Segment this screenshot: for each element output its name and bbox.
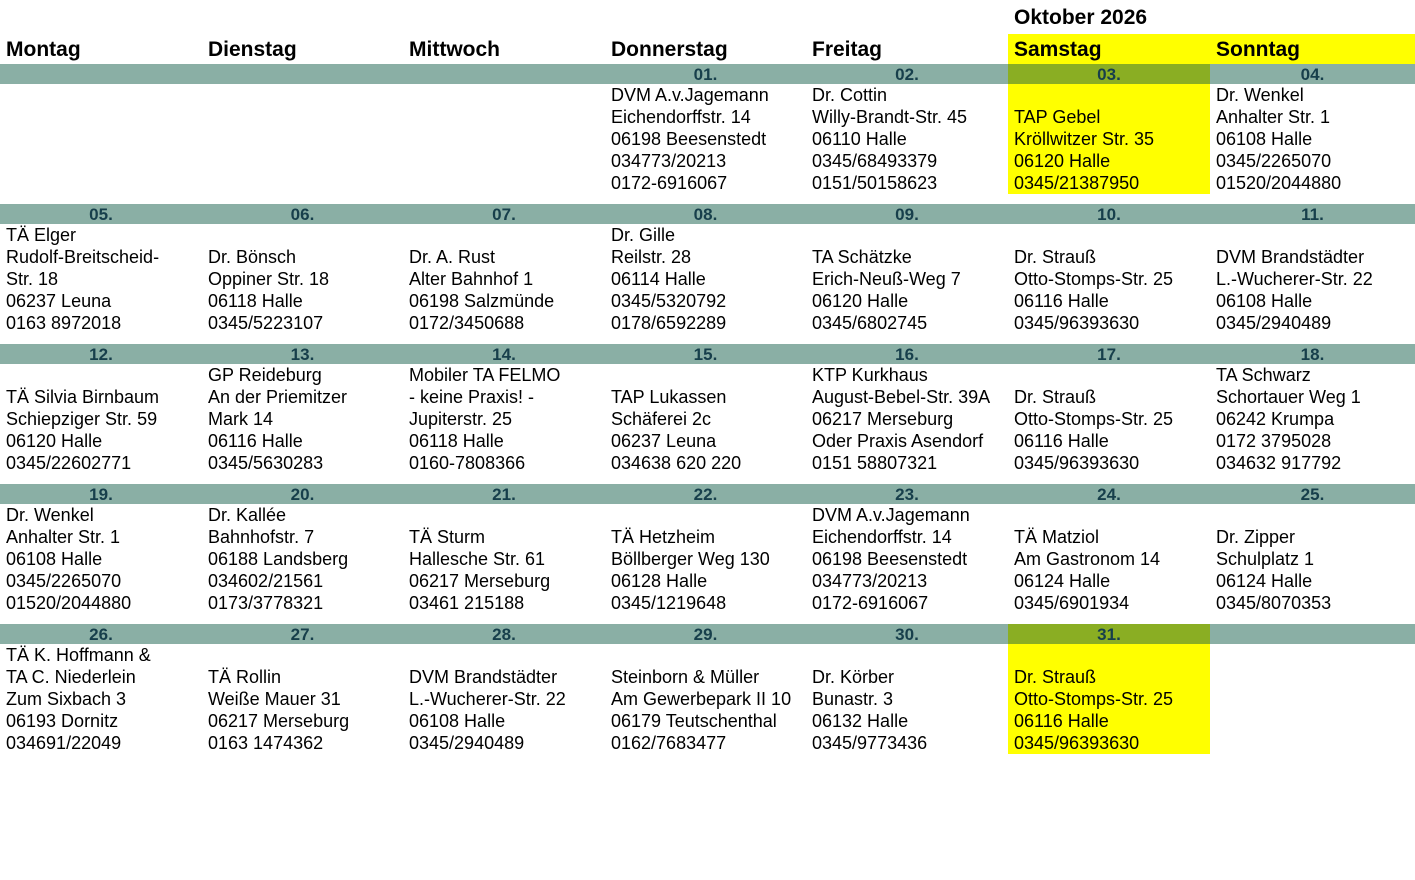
date-label: 05.: [89, 205, 113, 224]
practice-detail-line: Mark 14: [208, 409, 274, 429]
day-entry: [806, 224, 1008, 342]
practice-detail-line: 0162/7683477: [611, 733, 727, 753]
practice-detail-line: 01520/2044880: [1216, 173, 1342, 193]
practice-detail-line: Rudolf-Breitscheid-: [6, 247, 160, 267]
practice-detail-line: 06198 Beesenstedt: [611, 129, 767, 149]
day-entry: [605, 644, 806, 762]
practice-detail-line: 0345/68493379: [812, 151, 938, 171]
practice-detail-line: 0172-6916067: [812, 593, 929, 613]
practice-name: Mobiler TA FELMO: [409, 365, 561, 385]
practice-detail-line: Alter Bahnhof 1: [409, 269, 534, 289]
practice-detail-line: 06118 Halle: [409, 431, 504, 451]
practice-detail-line: Hallesche Str. 61: [409, 549, 546, 569]
practice-detail-line: 06120 Halle: [812, 291, 909, 311]
date-label: 25.: [1300, 485, 1325, 504]
day-entry: [806, 364, 1008, 482]
practice-name: TAP Gebel: [1014, 107, 1101, 127]
day-entry: [806, 504, 1008, 622]
day-entry: [202, 504, 403, 622]
practice-detail-line: 06108 Halle: [1216, 291, 1313, 311]
practice-name: GP Reideburg: [208, 365, 322, 385]
date-label: 06.: [290, 205, 315, 224]
practice-detail-line: Eichendorffstr. 14: [812, 527, 952, 547]
practice-detail-line: 034691/22049: [6, 733, 122, 753]
weekday-header-2: Dienstag: [208, 38, 297, 61]
practice-detail-line: 06108 Halle: [6, 549, 103, 569]
practice-detail-line: 0172-6916067: [611, 173, 728, 193]
date-label: 10.: [1097, 205, 1121, 224]
practice-name: DVM Brandstädter: [409, 667, 558, 687]
day-entry: [1210, 224, 1415, 342]
practice-detail-line: 0151 58807321: [812, 453, 938, 473]
practice-detail-line: 034632 917792: [1216, 453, 1342, 473]
practice-name: Dr. Wenkel: [1216, 85, 1304, 105]
practice-name: Dr. A. Rust: [409, 247, 496, 267]
practice-detail-line: Eichendorffstr. 14: [611, 107, 751, 127]
practice-detail-line: 06108 Halle: [1216, 129, 1313, 149]
practice-detail-line: 0345/96393630: [1014, 453, 1140, 473]
day-entry: [806, 84, 1008, 202]
date-label: 29.: [693, 625, 718, 644]
day-entry: [0, 504, 202, 622]
practice-detail-line: 06116 Halle: [1014, 711, 1109, 731]
day-entry: [0, 644, 202, 762]
practice-detail-line: 06116 Halle: [1014, 291, 1109, 311]
practice-detail-line: 0345/2265070: [1216, 151, 1332, 171]
weekday-header-3: Mittwoch: [409, 38, 500, 61]
date-label: 21.: [492, 485, 516, 504]
day-entry: [1210, 364, 1415, 482]
practice-detail-line: 0345/2940489: [1216, 313, 1332, 333]
practice-detail-line: 0345/2940489: [409, 733, 525, 753]
practice-detail-line: 06116 Halle: [1014, 431, 1109, 451]
practice-detail-line: 034773/20213: [812, 571, 928, 591]
practice-detail-line: 0345/2265070: [6, 571, 122, 591]
practice-detail-line: 01520/2044880: [6, 593, 132, 613]
practice-detail-line: 0345/6901934: [1014, 593, 1130, 613]
day-entry: [403, 504, 605, 622]
practice-detail-line: 034773/20213: [611, 151, 727, 171]
practice-detail-line: 06118 Halle: [208, 291, 303, 311]
practice-name: Dr. Kallée: [208, 505, 287, 525]
practice-name: Dr. Körber: [812, 667, 895, 687]
practice-detail-line: Schortauer Weg 1: [1216, 387, 1361, 407]
day-entry: [605, 504, 806, 622]
weekday-header-1: Montag: [6, 38, 81, 61]
date-label: 20.: [290, 485, 315, 504]
practice-detail-line: 0173/3778321: [208, 593, 324, 613]
practice-detail-line: TA C. Niederlein: [6, 667, 136, 687]
practice-detail-line: Otto-Stomps-Str. 25: [1014, 269, 1174, 289]
date-label: 12.: [89, 345, 113, 364]
practice-detail-line: Oppiner Str. 18: [208, 269, 330, 289]
practice-name: TA Schätzke: [812, 247, 912, 267]
date-label: 09.: [895, 205, 919, 224]
practice-detail-line: 06132 Halle: [812, 711, 909, 731]
date-label: 24.: [1097, 485, 1121, 504]
weekday-header-7: Sonntag: [1210, 34, 1415, 64]
date-label: 17.: [1097, 345, 1121, 364]
practice-detail-line: Willy-Brandt-Str. 45: [812, 107, 968, 127]
practice-detail-line: 0160-7808366: [409, 453, 526, 473]
practice-name: TA Schwarz: [1216, 365, 1311, 385]
practice-detail-line: Reilstr. 28: [611, 247, 692, 267]
practice-detail-line: 0151/50158623: [812, 173, 938, 193]
practice-name: DVM A.v.Jagemann: [812, 505, 970, 525]
practice-detail-line: 06193 Dornitz: [6, 711, 119, 731]
practice-detail-line: - keine Praxis! -: [409, 387, 535, 407]
day-entry: [806, 644, 1008, 762]
practice-detail-line: 0345/21387950: [1014, 173, 1140, 193]
practice-name: TÄ Sturm: [409, 527, 486, 547]
practice-detail-line: 06108 Halle: [409, 711, 506, 731]
practice-detail-line: Am Gastronom 14: [1014, 549, 1161, 569]
weekday-header-5: Freitag: [812, 38, 883, 61]
date-label: 31.: [1008, 624, 1210, 644]
day-entry: [605, 84, 806, 202]
day-entry: [1210, 504, 1415, 622]
practice-name: Dr. Wenkel: [6, 505, 94, 525]
practice-detail-line: 0163 1474362: [208, 733, 324, 753]
practice-detail-line: 034602/21561: [208, 571, 324, 591]
practice-detail-line: 034638 620 220: [611, 453, 742, 473]
month-title: Oktober 2026: [1014, 6, 1148, 29]
practice-detail-line: Bunastr. 3: [812, 689, 894, 709]
day-entry: [403, 364, 605, 482]
day-entry: [202, 364, 403, 482]
practice-detail-line: Str. 18: [6, 269, 59, 289]
practice-name: TÄ Elger: [6, 225, 77, 245]
practice-detail-line: Zum Sixbach 3: [6, 689, 127, 709]
practice-detail-line: 06179 Teutschenthal: [611, 711, 777, 731]
practice-name: Dr. Cottin: [812, 85, 888, 105]
date-label: 07.: [492, 205, 516, 224]
practice-detail-line: Otto-Stomps-Str. 25: [1014, 689, 1174, 709]
date-label: 18.: [1300, 345, 1325, 364]
date-label: 15.: [693, 345, 718, 364]
practice-name: Dr. Gille: [611, 225, 676, 245]
day-entry: [605, 364, 806, 482]
practice-name: TAP Lukassen: [611, 387, 727, 407]
practice-detail-line: Erich-Neuß-Weg 7: [812, 269, 961, 289]
practice-detail-line: Böllberger Weg 130: [611, 549, 770, 569]
practice-detail-line: Schäferei 2c: [611, 409, 712, 429]
day-entry: [403, 644, 605, 762]
practice-detail-line: 06120 Halle: [6, 431, 103, 451]
day-entry: [0, 364, 202, 482]
date-label: 30.: [895, 625, 919, 644]
day-entry: [1210, 84, 1415, 202]
date-label: 08.: [693, 205, 718, 224]
practice-name: Steinborn & Müller: [611, 667, 760, 687]
practice-detail-line: Am Gewerbepark II 10: [611, 689, 792, 709]
practice-detail-line: 06114 Halle: [611, 269, 706, 289]
practice-name: Dr. Bönsch: [208, 247, 297, 267]
date-label: 28.: [492, 625, 516, 644]
day-entry: [403, 224, 605, 342]
practice-name: TÄ K. Hoffmann &: [6, 645, 151, 665]
practice-detail-line: 06124 Halle: [1014, 571, 1111, 591]
practice-name: Dr. Strauß: [1014, 247, 1097, 267]
practice-detail-line: 06217 Merseburg: [812, 409, 954, 429]
practice-detail-line: 06237 Leuna: [6, 291, 112, 311]
day-entry: [1008, 364, 1210, 482]
practice-detail-line: 06120 Halle: [1014, 151, 1111, 171]
day-entry: [0, 224, 202, 342]
day-entry: [605, 224, 806, 342]
date-label: 01.: [693, 65, 718, 84]
practice-detail-line: 06242 Krumpa: [1216, 409, 1335, 429]
practice-detail-line: 06128 Halle: [611, 571, 708, 591]
date-label: 11.: [1301, 205, 1324, 224]
practice-detail-line: Schiepziger Str. 59: [6, 409, 158, 429]
practice-name: TÄ Silvia Birnbaum: [6, 387, 160, 407]
practice-detail-line: 0345/9773436: [812, 733, 928, 753]
day-entry: [1008, 84, 1210, 202]
day-entry: [202, 644, 403, 762]
practice-detail-line: 0345/96393630: [1014, 733, 1140, 753]
practice-detail-line: Bahnhofstr. 7: [208, 527, 315, 547]
practice-detail-line: 0345/22602771: [6, 453, 132, 473]
practice-detail-line: Jupiterstr. 25: [409, 409, 513, 429]
practice-name: Dr. Strauß: [1014, 667, 1097, 687]
day-entry: [1008, 504, 1210, 622]
day-entry: [1008, 224, 1210, 342]
practice-detail-line: 06188 Landsberg: [208, 549, 349, 569]
practice-detail-line: 0163 8972018: [6, 313, 122, 333]
practice-detail-line: 0345/96393630: [1014, 313, 1140, 333]
practice-detail-line: Weiße Mauer 31: [208, 689, 341, 709]
date-label: 19.: [89, 485, 113, 504]
practice-detail-line: 06217 Merseburg: [208, 711, 350, 731]
practice-name: DVM A.v.Jagemann: [611, 85, 769, 105]
date-label: 27.: [290, 625, 315, 644]
practice-detail-line: Anhalter Str. 1: [1216, 107, 1331, 127]
practice-detail-line: 0345/5630283: [208, 453, 324, 473]
day-entry: [1008, 644, 1210, 762]
practice-detail-line: 0345/6802745: [812, 313, 928, 333]
practice-detail-line: 06217 Merseburg: [409, 571, 551, 591]
date-label: 13.: [290, 345, 315, 364]
practice-detail-line: 06237 Leuna: [611, 431, 717, 451]
practice-detail-line: August-Bebel-Str. 39A: [812, 387, 991, 407]
date-label: 23.: [895, 485, 919, 504]
practice-detail-line: 06116 Halle: [208, 431, 303, 451]
practice-name: Dr. Strauß: [1014, 387, 1097, 407]
practice-name: TÄ Rollin: [208, 667, 282, 687]
practice-detail-line: Oder Praxis Asendorf: [812, 431, 984, 451]
practice-detail-line: 06124 Halle: [1216, 571, 1313, 591]
day-entry: [202, 224, 403, 342]
practice-detail-line: Schulplatz 1: [1216, 549, 1315, 569]
practice-detail-line: 0172/3450688: [409, 313, 525, 333]
practice-detail-line: 0345/1219648: [611, 593, 727, 613]
date-label: 26.: [89, 625, 113, 644]
practice-name: TÄ Matziol: [1014, 527, 1100, 547]
practice-detail-line: 06110 Halle: [812, 129, 907, 149]
practice-detail-line: 0172 3795028: [1216, 431, 1332, 451]
practice-detail-line: 03461 215188: [409, 593, 525, 613]
practice-detail-line: 0178/6592289: [611, 313, 727, 333]
practice-name: TÄ Hetzheim: [611, 527, 716, 547]
practice-detail-line: L.-Wucherer-Str. 22: [409, 689, 566, 709]
date-label: 03.: [1008, 64, 1210, 84]
weekday-header-6: Samstag: [1008, 34, 1210, 64]
date-label: 22.: [693, 485, 718, 504]
practice-detail-line: An der Priemitzer: [208, 387, 348, 407]
date-label: 16.: [895, 345, 919, 364]
practice-detail-line: Anhalter Str. 1: [6, 527, 121, 547]
practice-detail-line: 06198 Salzmünde: [409, 291, 555, 311]
practice-name: DVM Brandstädter: [1216, 247, 1365, 267]
date-label: 14.: [492, 345, 516, 364]
practice-name: KTP Kurkhaus: [812, 365, 928, 385]
practice-detail-line: L.-Wucherer-Str. 22: [1216, 269, 1373, 289]
date-label: 04.: [1300, 65, 1325, 84]
practice-detail-line: Kröllwitzer Str. 35: [1014, 129, 1155, 149]
practice-name: Dr. Zipper: [1216, 527, 1296, 547]
weekday-header-4: Donnerstag: [611, 38, 728, 61]
practice-detail-line: 0345/5223107: [208, 313, 324, 333]
practice-detail-line: 06198 Beesenstedt: [812, 549, 968, 569]
practice-detail-line: 0345/5320792: [611, 291, 727, 311]
practice-detail-line: 0345/8070353: [1216, 593, 1332, 613]
practice-detail-line: Otto-Stomps-Str. 25: [1014, 409, 1174, 429]
date-label: 02.: [895, 65, 919, 84]
